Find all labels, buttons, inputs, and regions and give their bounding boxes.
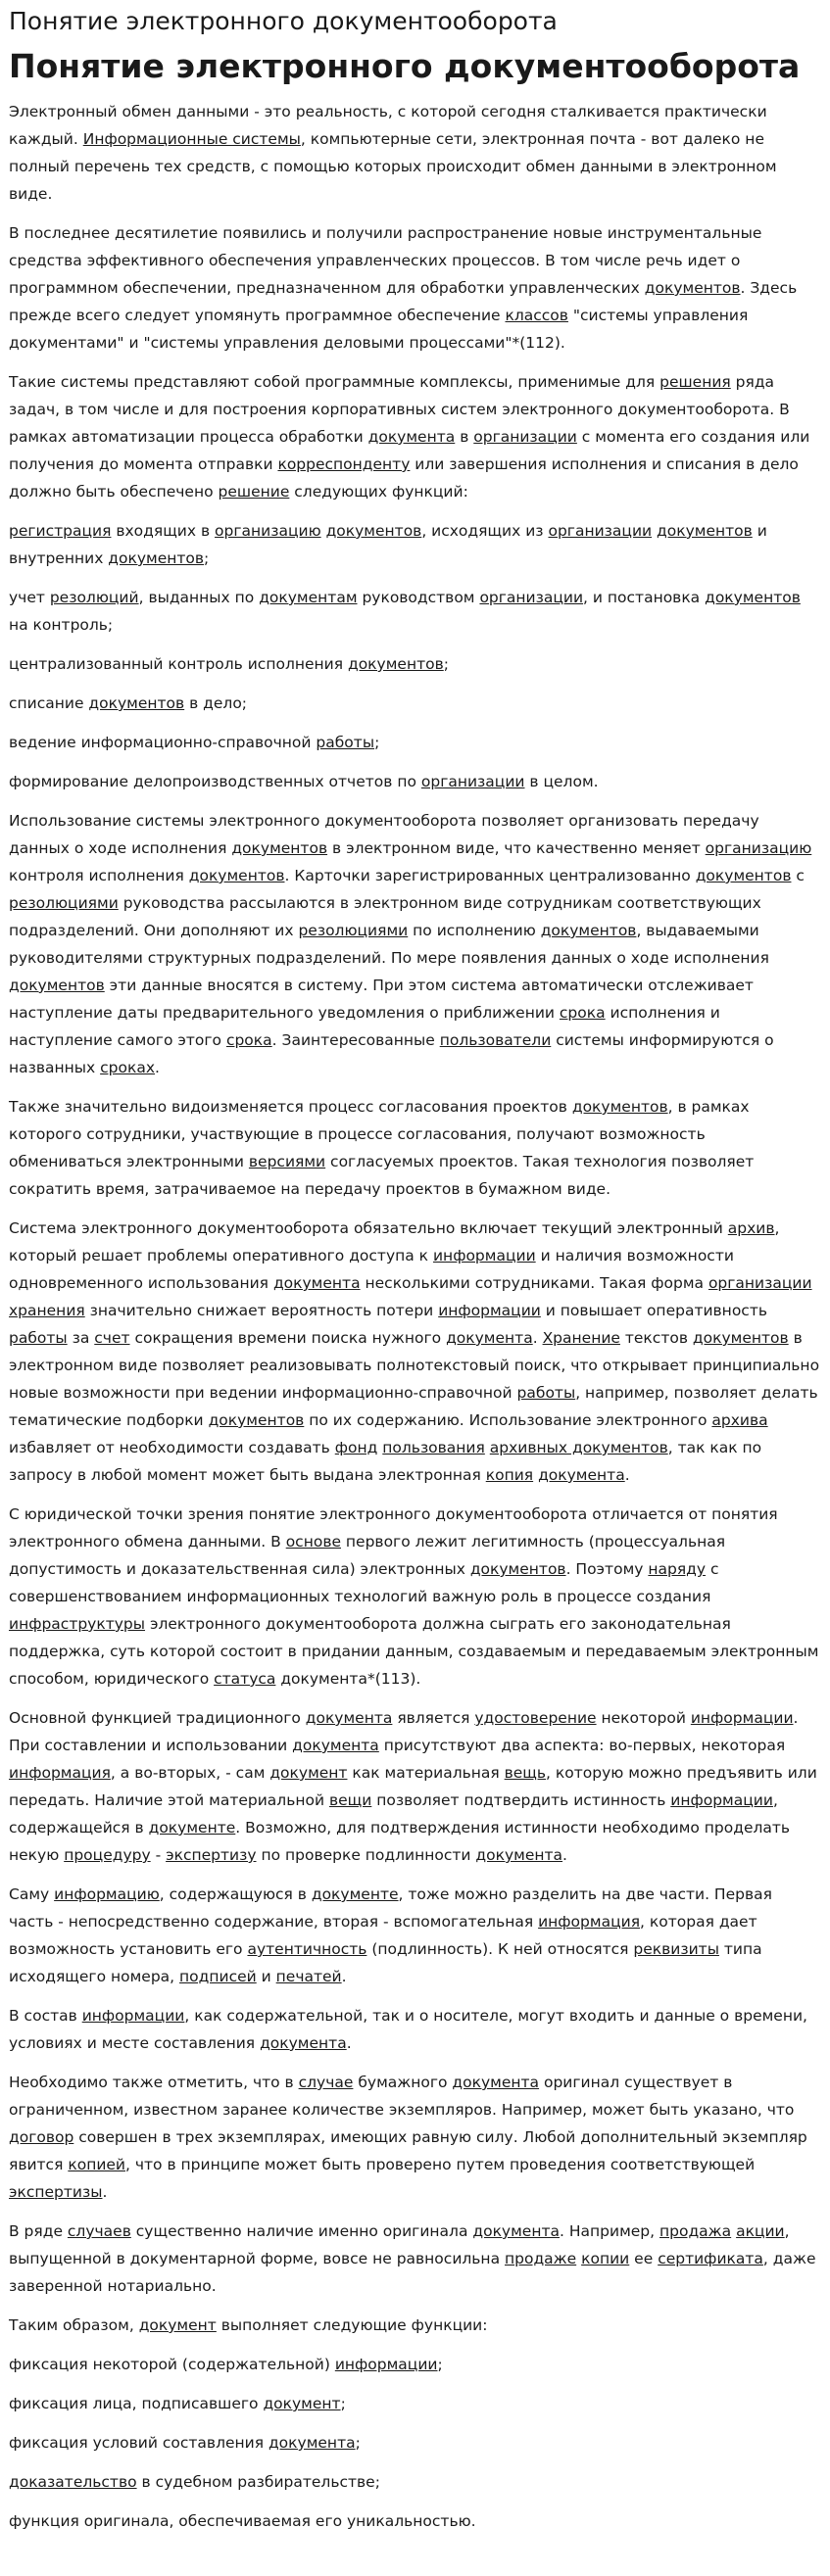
glossary-link[interactable]: документа — [475, 1846, 563, 1864]
glossary-link[interactable]: организацию — [705, 839, 812, 857]
glossary-link[interactable]: акции — [736, 2222, 785, 2240]
glossary-link[interactable]: информация — [9, 1764, 111, 1782]
glossary-link[interactable]: пользования — [382, 1439, 485, 1456]
glossary-link[interactable]: организации — [479, 589, 584, 606]
glossary-link[interactable]: копия — [485, 1466, 534, 1484]
glossary-link[interactable]: продажа — [659, 2222, 732, 2240]
glossary-link[interactable]: процедуру — [64, 1846, 151, 1864]
glossary-link[interactable]: документам — [259, 589, 358, 606]
paragraph: функция оригинала, обеспечиваемая его уникальностью. — [9, 2512, 476, 2530]
glossary-link[interactable]: документов — [208, 1411, 305, 1429]
glossary-link[interactable]: документе — [148, 1819, 236, 1837]
glossary-link[interactable]: реквизиты — [633, 1940, 719, 1958]
glossary-link[interactable]: вещи — [328, 1791, 372, 1809]
glossary-link[interactable]: документа — [452, 2074, 540, 2091]
page-title: Понятие электронного документооборота — [9, 7, 558, 35]
paragraph: централизованный контроль исполнения документов; — [9, 655, 449, 673]
glossary-link[interactable]: статуса — [214, 1670, 276, 1688]
glossary-link[interactable]: информации — [438, 1302, 541, 1319]
glossary-link[interactable]: резолюций — [49, 589, 139, 606]
paragraph: фиксация лица, подписавшего документ; — [9, 2395, 346, 2412]
glossary-link[interactable]: документов — [695, 867, 792, 884]
paragraph: списание документов в дело; — [9, 694, 248, 712]
glossary-link[interactable]: вещь — [504, 1764, 547, 1782]
glossary-link[interactable]: документ — [269, 1764, 348, 1782]
glossary-link[interactable]: информации — [81, 2007, 185, 2025]
glossary-link[interactable]: классов — [505, 307, 568, 324]
glossary-link[interactable]: организации — [708, 1274, 812, 1292]
paragraph: Основной функцией традиционного документа является удостоверение некоторой информации. При составлении и использовании документа присутствуют два аспекта: во-первых, некоторая информация, а во-вторых, - сам документ как материальная вещь, которую можно предъявить или передать. Наличие этой материальной вещи позволяет подтвердить истинность информации, содержащейся в документе. Возможно, для подтверждения истинности необходимо проделать некую процедуру - экспертизу по проверке подлинности документа. — [9, 1709, 817, 1864]
glossary-link[interactable]: доказательство — [9, 2473, 137, 2491]
glossary-link[interactable]: резолюциями — [298, 922, 409, 939]
glossary-link[interactable]: регистрация — [9, 522, 112, 540]
glossary-link[interactable]: документе — [311, 1885, 399, 1903]
paragraph: С юридической точки зрения понятие электронного документооборота отличается от понятия электронного обмена данными. В основе первого лежит легитимность (процессуальная допустимость и доказательственная сила) электронных документов. Поэтому наряду с совершенствованием информационных технологий важную роль в процессе создания инфраструктуры электронного документооборота должна сыграть его законодательная поддержка, суть которой состоит в придании данным, создаваемым и передаваемым электронным способом, юридического статуса документа*(113). — [9, 1505, 819, 1688]
glossary-link[interactable]: инфраструктуры — [9, 1615, 146, 1633]
glossary-link[interactable]: экспертизу — [166, 1846, 257, 1864]
glossary-link[interactable]: фонд — [334, 1439, 378, 1456]
paragraph: Использование системы электронного документооборота позволяет организовать передачу данных о ходе исполнения документов в электронном виде, что качественно меняет организацию контроля исполнения документов. Карточки зарегистрированных централизованно документов с резолюциями руководства рассылаются в электронном виде сотрудникам соответствующих подразделений. Они дополняют их резолюциями по исполнению документов, выдаваемыми руководителями структурных подразделений. По мере появления данных о ходе исполнения документов эти данные вносятся в систему. При этом система автоматически отслеживает наступление даты предварительного уведомления о приближении срока исполнения и наступление самого этого срока. Заинтересованные пользователи системы информируются о названных сроках. — [9, 812, 812, 1076]
glossary-link[interactable]: информации — [670, 1791, 773, 1809]
glossary-link[interactable]: хранения — [9, 1302, 85, 1319]
glossary-link[interactable]: печатей — [275, 1968, 342, 1985]
paragraph: Таким образом, документ выполняет следующие функции: — [9, 2316, 488, 2334]
glossary-link[interactable]: срока — [225, 1031, 272, 1049]
glossary-link[interactable]: работы — [9, 1329, 68, 1347]
glossary-link[interactable]: работы — [516, 1384, 576, 1402]
glossary-link[interactable]: резолюциями — [9, 894, 119, 912]
paragraph: В ряде случаев существенно наличие именно оригинала документа. Например, продажа акции, выпущенной в документарной форме, вовсе не равносильна продаже копии ее сертификата, даже заверенной нотариально. — [9, 2222, 816, 2295]
glossary-link[interactable]: архивных документов — [489, 1439, 668, 1456]
paragraph: ведение информационно-справочной работы; — [9, 734, 380, 751]
glossary-link[interactable]: работы — [316, 734, 375, 751]
glossary-link[interactable]: Хранение — [542, 1329, 620, 1347]
glossary-link[interactable]: информации — [334, 2356, 438, 2373]
glossary-link[interactable]: продаже — [505, 2250, 577, 2267]
paragraph: Саму информацию, содержащуюся в документе, тоже можно разделить на две части. Первая часть - непосредственно содержание, вторая - вспомогательная информация, которая дает возможность установить его аутентичность (подлинность). К ней относятся реквизиты типа исходящего номера, подписей и печатей. — [9, 1885, 772, 1985]
glossary-link[interactable]: документов — [347, 655, 444, 673]
glossary-link[interactable]: организации — [473, 428, 577, 446]
glossary-link[interactable]: документа — [272, 1274, 361, 1292]
glossary-link[interactable]: информации — [432, 1247, 536, 1264]
glossary-link[interactable]: счет — [94, 1329, 130, 1347]
paragraph: В последнее десятилетие появились и получили распространение новые инструментальные средства эффективного обеспечения управленческих процессов. В том числе речь идет о программном обеспечении, предназначенном для обработки управленческих документов. Здесь прежде всего следует упомянуть программное обеспечение классов "системы управления документами" и "системы управления деловыми процессами"*(112). — [9, 224, 798, 352]
glossary-link[interactable]: организацию — [215, 522, 321, 540]
glossary-link[interactable]: документов — [108, 549, 205, 567]
paragraph: Необходимо также отметить, что в случае бумажного документа оригинал существует в ограниченном, известном заранее количестве экземпляров. Например, может быть указано, что договор совершен в трех экземплярах, имеющих равную силу. Любой дополнительный экземпляр явится копией, что в принципе может быть проверено путем проведения соответствующей экспертизы. — [9, 2074, 807, 2201]
glossary-link[interactable]: документ — [138, 2316, 217, 2334]
paragraph: учет резолюций, выданных по документам руководством организации, и постановка документов на контроль; — [9, 589, 801, 634]
paragraph: формирование делопроизводственных отчетов по организации в целом. — [9, 773, 599, 790]
glossary-link[interactable]: документов — [644, 279, 741, 297]
glossary-link[interactable]: копией — [68, 2156, 126, 2173]
glossary-link[interactable]: архив — [727, 1219, 775, 1237]
glossary-link[interactable]: корреспонденту — [277, 455, 411, 473]
glossary-link[interactable]: пользователи — [439, 1031, 552, 1049]
glossary-link[interactable]: информацию — [54, 1885, 160, 1903]
glossary-link[interactable]: сроках — [100, 1059, 156, 1076]
glossary-link[interactable]: архива — [711, 1411, 768, 1429]
glossary-link[interactable]: документа — [446, 1329, 533, 1347]
paragraph: Такие системы представляют собой программные комплексы, применимые для решения ряда задач, в том числе и для построения корпоративных систем электронного документооборота. В рамках автоматизации процесса обработки документа в организации с момента его создания или получения до момента отправки корреспонденту или завершения исполнения и списания в дело должно быть обеспечено решение следующих функций: — [9, 373, 810, 501]
glossary-link[interactable]: организации — [420, 773, 525, 790]
glossary-link[interactable]: документов — [325, 522, 422, 540]
glossary-link[interactable]: случае — [298, 2074, 354, 2091]
glossary-link[interactable]: документов — [705, 589, 801, 606]
glossary-link[interactable]: версиями — [248, 1153, 326, 1170]
glossary-link[interactable]: решение — [218, 483, 290, 501]
glossary-link[interactable]: документ — [263, 2395, 341, 2412]
glossary-link[interactable]: срока — [559, 1004, 606, 1022]
glossary-link[interactable]: документов — [231, 839, 328, 857]
glossary-link[interactable]: решения — [659, 373, 731, 391]
glossary-link[interactable]: договор — [9, 2128, 74, 2146]
glossary-link[interactable]: документа — [260, 2034, 347, 2052]
glossary-link[interactable]: документов — [540, 922, 637, 939]
article-body — [9, 98, 821, 2535]
paragraph: Система электронного документооборота обязательно включает текущий электронный архив, который решает проблемы оперативного доступа к информации и наличия возможности одновременного использования документа несколькими сотрудниками. Такая форма организации хранения значительно снижает вероятность потери информации и повышает оперативность работы за счет сокращения времени поиска нужного документа. Хранение текстов документов в электронном виде позволяет реализовывать полнотекстовый поиск, что открывает принципиально новые возможности при ведении информационно-справочной работы, например, позволяет делать тематические подборки документов по их содержанию. Использование электронного архива избавляет от необходимости создавать фонд пользования архивных документов, так как по запросу в любой момент может быть выдана электронная копия документа. — [9, 1219, 820, 1484]
paragraph: Также значительно видоизменяется процесс согласования проектов документов, в рамках которого сотрудники, участвующие в процессе согласования, получают возможность обмениваться электронными версиями согласуемых проектов. Такая технология позволяет сократить время, затрачиваемое на передачу проектов в бумажном виде. — [9, 1098, 755, 1198]
glossary-link[interactable]: сертификата — [658, 2250, 763, 2267]
paragraph: доказательство в судебном разбирательстве; — [9, 2473, 380, 2491]
paragraph: регистрация входящих в организацию документов, исходящих из организации документов и внутренних документов; — [9, 522, 767, 567]
glossary-link[interactable]: информации — [690, 1709, 794, 1727]
paragraph: фиксация некоторой (содержательной) информации; — [9, 2356, 443, 2373]
glossary-link[interactable]: документов — [469, 1560, 566, 1578]
glossary-link[interactable]: экспертизы — [9, 2183, 103, 2201]
glossary-link[interactable]: документа — [472, 2222, 561, 2240]
glossary-link[interactable]: документов — [188, 867, 285, 884]
glossary-link[interactable]: аутентичность — [247, 1940, 367, 1958]
glossary-link[interactable]: документа — [538, 1466, 625, 1484]
glossary-link[interactable]: документов — [657, 522, 753, 540]
glossary-link[interactable]: организации — [548, 522, 653, 540]
glossary-link[interactable]: информация — [538, 1913, 641, 1931]
glossary-link[interactable]: документов — [9, 977, 105, 994]
glossary-link[interactable]: Информационные системы — [82, 130, 301, 148]
glossary-link[interactable]: документа — [292, 1737, 379, 1754]
glossary-link[interactable]: документов — [692, 1329, 789, 1347]
glossary-link[interactable]: удостоверение — [474, 1709, 597, 1727]
glossary-link[interactable]: документов — [571, 1098, 668, 1116]
glossary-link[interactable]: документов — [88, 694, 185, 712]
paragraph: фиксация условий составления документа; — [9, 2434, 361, 2452]
glossary-link[interactable]: документа — [268, 2434, 356, 2452]
glossary-link[interactable]: наряду — [648, 1560, 707, 1578]
glossary-link[interactable]: подписей — [179, 1968, 257, 1985]
paragraph: В состав информации, как содержательной, так и о носителе, могут входить и данные о времени, условиях и месте составления документа. — [9, 2007, 807, 2052]
main-heading: Понятие электронного документооборота — [9, 47, 801, 85]
glossary-link[interactable]: документа — [305, 1709, 393, 1727]
paragraph: Электронный обмен данными - это реальность, с которой сегодня сталкивается практически каждый. Информационные системы, компьютерные сети, электронная почта - вот далеко не полный перечень тех средств, с помощью которых происходит обмен данными в электронном виде. — [9, 103, 777, 203]
glossary-link[interactable]: случаев — [67, 2222, 131, 2240]
glossary-link[interactable]: копии — [581, 2250, 630, 2267]
glossary-link[interactable]: документа — [367, 428, 456, 446]
glossary-link[interactable]: основе — [285, 1533, 341, 1550]
